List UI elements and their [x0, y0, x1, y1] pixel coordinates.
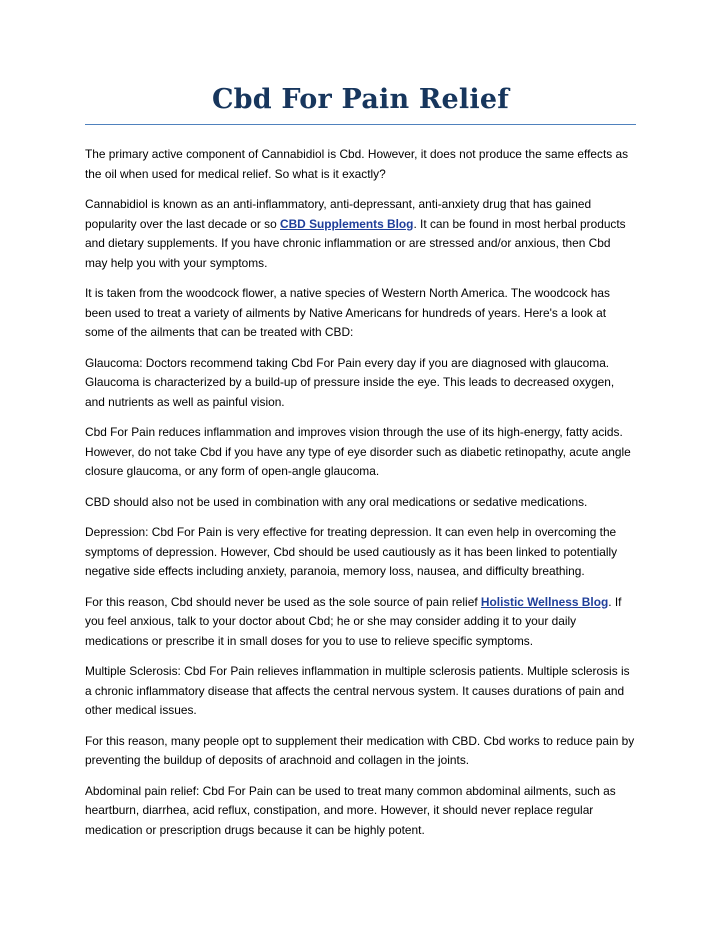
paragraph-text: Cannabidiol is known as an anti-inflammatory, anti-depressant, anti-anxiety drug that has gained popularity over the last decade or so [85, 197, 592, 231]
holistic-wellness-blog-link[interactable]: Holistic Wellness Blog [480, 594, 609, 609]
paragraph-multiple-sclerosis: Multiple Sclerosis: Cbd For Pain relieves inflammation in multiple sclerosis patients. Multiple sclerosis is a chronic inflammatory disease that affects the central nervous system. It causes durations of pain and other medical issues. [85, 664, 630, 717]
paragraph-abdominal: Abdominal pain relief: Cbd For Pain can be used to treat many common abdominal ailments, such as heartburn, diarrhea, acid reflux, constipation, and more. However, it should never replace regular medication or prescription drugs because it can be highly potent. [85, 783, 616, 837]
paragraph-text: . If you feel anxious, talk to your doctor about Cbd; he or she may consider adding it to your daily medications or prescribe it in small doses for you to use to relieve specific symptoms. [85, 594, 622, 648]
paragraph-text: . It can be found in most herbal products and dietary supplements. If you have chronic inflammation or are stressed and/or anxious, then Cbd may help you with your symptoms. [85, 216, 626, 270]
paragraph-pain-relief [85, 593, 636, 652]
paragraph-cannabidiol [85, 195, 636, 273]
paragraph-glaucoma: Glaucoma: Doctors recommend taking Cbd For Pain every day if you are diagnosed with glaucoma. Glaucoma is characterized by a build-up of pressure inside the eye. This leads to decreased oxygen, and nutrients as well as painful vision. [85, 355, 615, 409]
paragraph-text: For this reason, Cbd should never be used as the sole source of pain relief [85, 594, 481, 609]
paragraph-woodcock: It is taken from the woodcock flower, a native species of Western North America. The woodcock has been used to treat a variety of ailments by Native Americans for hundreds of years. Here's a look at some of the ailments that can be treated with CBD: [85, 286, 610, 339]
paragraph-vision: Cbd For Pain reduces inflammation and improves vision through the use of its high-energy, fatty acids. However, do not take Cbd if you have any type of eye disorder such as diabetic retinopathy, acute angle closure glaucoma, or any form of open-angle glaucoma. [85, 425, 631, 478]
document-body [85, 145, 636, 840]
title-underline [85, 124, 636, 125]
paragraph-medications: CBD should also not be used in combination with any oral medications or sedative medications. [85, 494, 588, 509]
cbd-supplements-blog-link[interactable]: CBD Supplements Blog [280, 216, 414, 231]
paragraph-supplement: For this reason, many people opt to supplement their medication with CBD. Cbd works to reduce pain by preventing the buildup of deposits of arachnoid and collagen in the joints. [85, 733, 635, 767]
page-title: Cbd For Pain Relief [211, 84, 510, 115]
paragraph-intro: The primary active component of Cannabidiol is Cbd. However, it does not produce the same effects as the oil when used for medical relief. So what is it exactly? [85, 147, 629, 181]
paragraph-depression: Depression: Cbd For Pain is very effective for treating depression. It can even help in overcoming the symptoms of depression. However, Cbd should be used cautiously as it has been linked to potentially negative side effects including anxiety, paranoia, memory loss, nausea, and difficulty breathing. [85, 525, 618, 578]
